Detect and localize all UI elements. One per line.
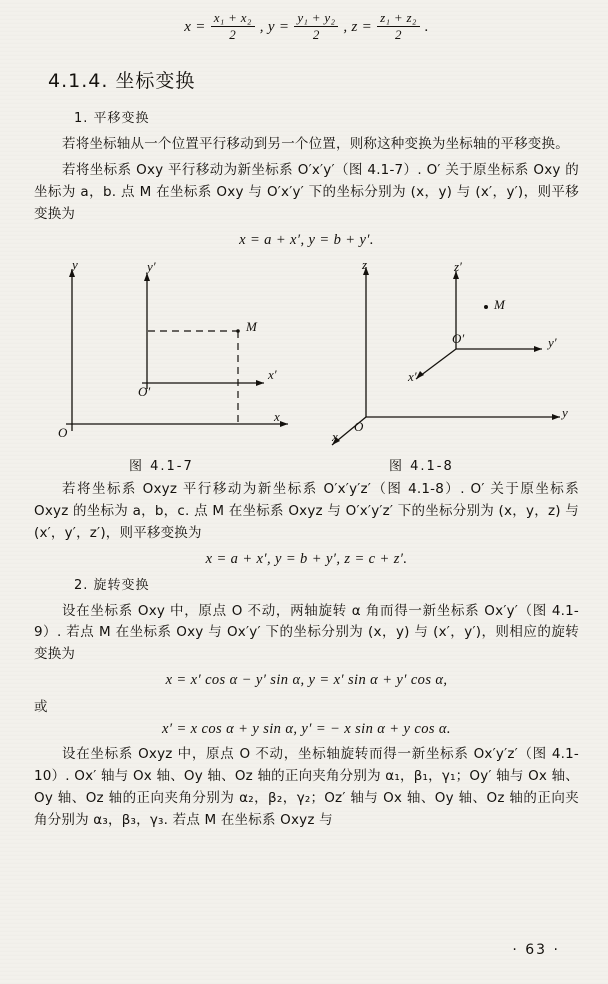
equation-1: x = a + x′, y = b + y′. xyxy=(239,231,374,248)
page-number: · 63 · xyxy=(512,942,560,958)
top-formula-y-fraction xyxy=(294,11,338,43)
top-formula-x-num: x₁ + x₂ xyxy=(213,10,252,25)
equation-2: x = a + x′, y = b + y′, z = c + z′. xyxy=(205,550,408,567)
top-formula-x-eq: x = xyxy=(184,19,206,36)
fig2-label-m: M xyxy=(494,296,505,312)
figure-4-1-7-diagram xyxy=(42,256,312,449)
fig1-label-o: O xyxy=(58,424,68,440)
figure-row xyxy=(34,256,579,474)
subsection-heading-2: 2. 旋转变换 xyxy=(74,577,150,593)
paragraph-2: 若将坐标系 Oxy 平行移动为新坐标系 O′x′y′（图 4.1-7）. O′ 关于原坐标系 Oxy 的坐标为 a，b. 点 M 在坐标系 Oxy 与 O′x′y′ 下的坐标分别为 (x，y) 与 (x′，y′)，则平移变换为 xyxy=(34,162,579,223)
figure-caption-1: 图 4.1-7 xyxy=(129,458,194,474)
section-heading: 4.1.4. 坐标变换 xyxy=(48,69,196,92)
fig2-label-y: y xyxy=(562,404,568,420)
top-formula-z-fraction xyxy=(377,11,420,43)
fig2-label-o-prime: O′ xyxy=(452,330,465,346)
top-formula-comma-1: , xyxy=(259,19,264,36)
fig2-label-z-prime: z′ xyxy=(454,258,462,274)
fig1-label-o-prime: O′ xyxy=(138,383,151,399)
subsection-heading-1: 1. 平移变换 xyxy=(74,110,150,126)
page-content xyxy=(34,8,579,837)
fig1-label-m: M xyxy=(246,318,257,334)
fig1-label-x-prime: x′ xyxy=(268,366,277,382)
fig1-label-y-prime: y′ xyxy=(147,258,156,274)
top-formula-z-num: z₁ + z₂ xyxy=(380,10,417,25)
equation-3: x = x′ cos α − y′ sin α, y = x′ sin α + y′ cos α, xyxy=(165,672,448,689)
top-formula-y-den: 2 xyxy=(294,26,338,43)
top-formula-x-den: 2 xyxy=(211,26,255,43)
paragraph-1: 若将坐标轴从一个位置平行移动到另一个位置，则称这种变换为坐标轴的平移变换。 xyxy=(62,135,569,152)
fig2-label-y-prime: y′ xyxy=(548,334,557,350)
paragraph-3: 若将坐标系 Oxyz 平行移动为新坐标系 O′x′y′z′（图 4.1-8）. O′ 关于原坐标系 Oxyz 的坐标为 a，b，c. 点 M 在坐标系 Oxyz 与 O′x′y′z′ 下的坐标分别为 (x，y，z) 与 (x′，y′，z′)，则平移变换为 xyxy=(34,480,579,541)
figure-caption-2: 图 4.1-8 xyxy=(389,458,454,474)
top-formula-y-num: y₁ + y₂ xyxy=(297,10,336,25)
fig1-label-x: x xyxy=(274,408,280,424)
equation-4: x′ = x cos α + y sin α, y′ = − x sin α + y cos α. xyxy=(162,721,451,738)
top-formula-y-eq: y = xyxy=(267,19,290,36)
word-or: 或 xyxy=(34,699,48,716)
top-formula-comma-2: , xyxy=(343,19,348,36)
paragraph-4: 设在坐标系 Oxy 中，原点 O 不动，两轴旋转 α 角而得一新坐标系 Ox′y′（图 4.1-9）. 若点 M 在坐标系 Oxy 与 Ox′y′ 下的坐标分别为 (x，y) 与 (x′，y′)，则相应的旋转变换为 xyxy=(34,602,579,663)
top-formula xyxy=(34,12,579,44)
top-formula-x-fraction xyxy=(211,11,255,43)
top-formula-period: . xyxy=(424,19,429,36)
fig2-label-z: z xyxy=(362,256,368,272)
top-formula-z-eq: z = xyxy=(351,19,373,36)
paragraph-5: 设在坐标系 Oxyz 中，原点 O 不动，坐标轴旋转而得一新坐标系 Ox′y′z′（图 4.1-10）. Ox′ 轴与 Ox 轴、Oy 轴、Oz 轴的正向夹角分别为 α₁，β₁，γ₁；Oy′ 轴与 Ox 轴、Oy 轴、Oz 轴的正向夹角分别为 α₂，β₂，γ₂；Oz′ 轴与 Ox 轴、Oy 轴、Oz 轴的正向夹角分别为 α₃，β₃，γ₃. 若点 M 在坐标系 Oxyz 与 xyxy=(34,746,579,828)
fig1-label-y: y xyxy=(72,256,78,272)
fig2-label-o: O xyxy=(354,418,364,434)
top-formula-z-den: 2 xyxy=(377,26,420,43)
fig2-label-x: x xyxy=(332,428,338,444)
fig2-label-x-prime: x′ xyxy=(408,368,417,384)
